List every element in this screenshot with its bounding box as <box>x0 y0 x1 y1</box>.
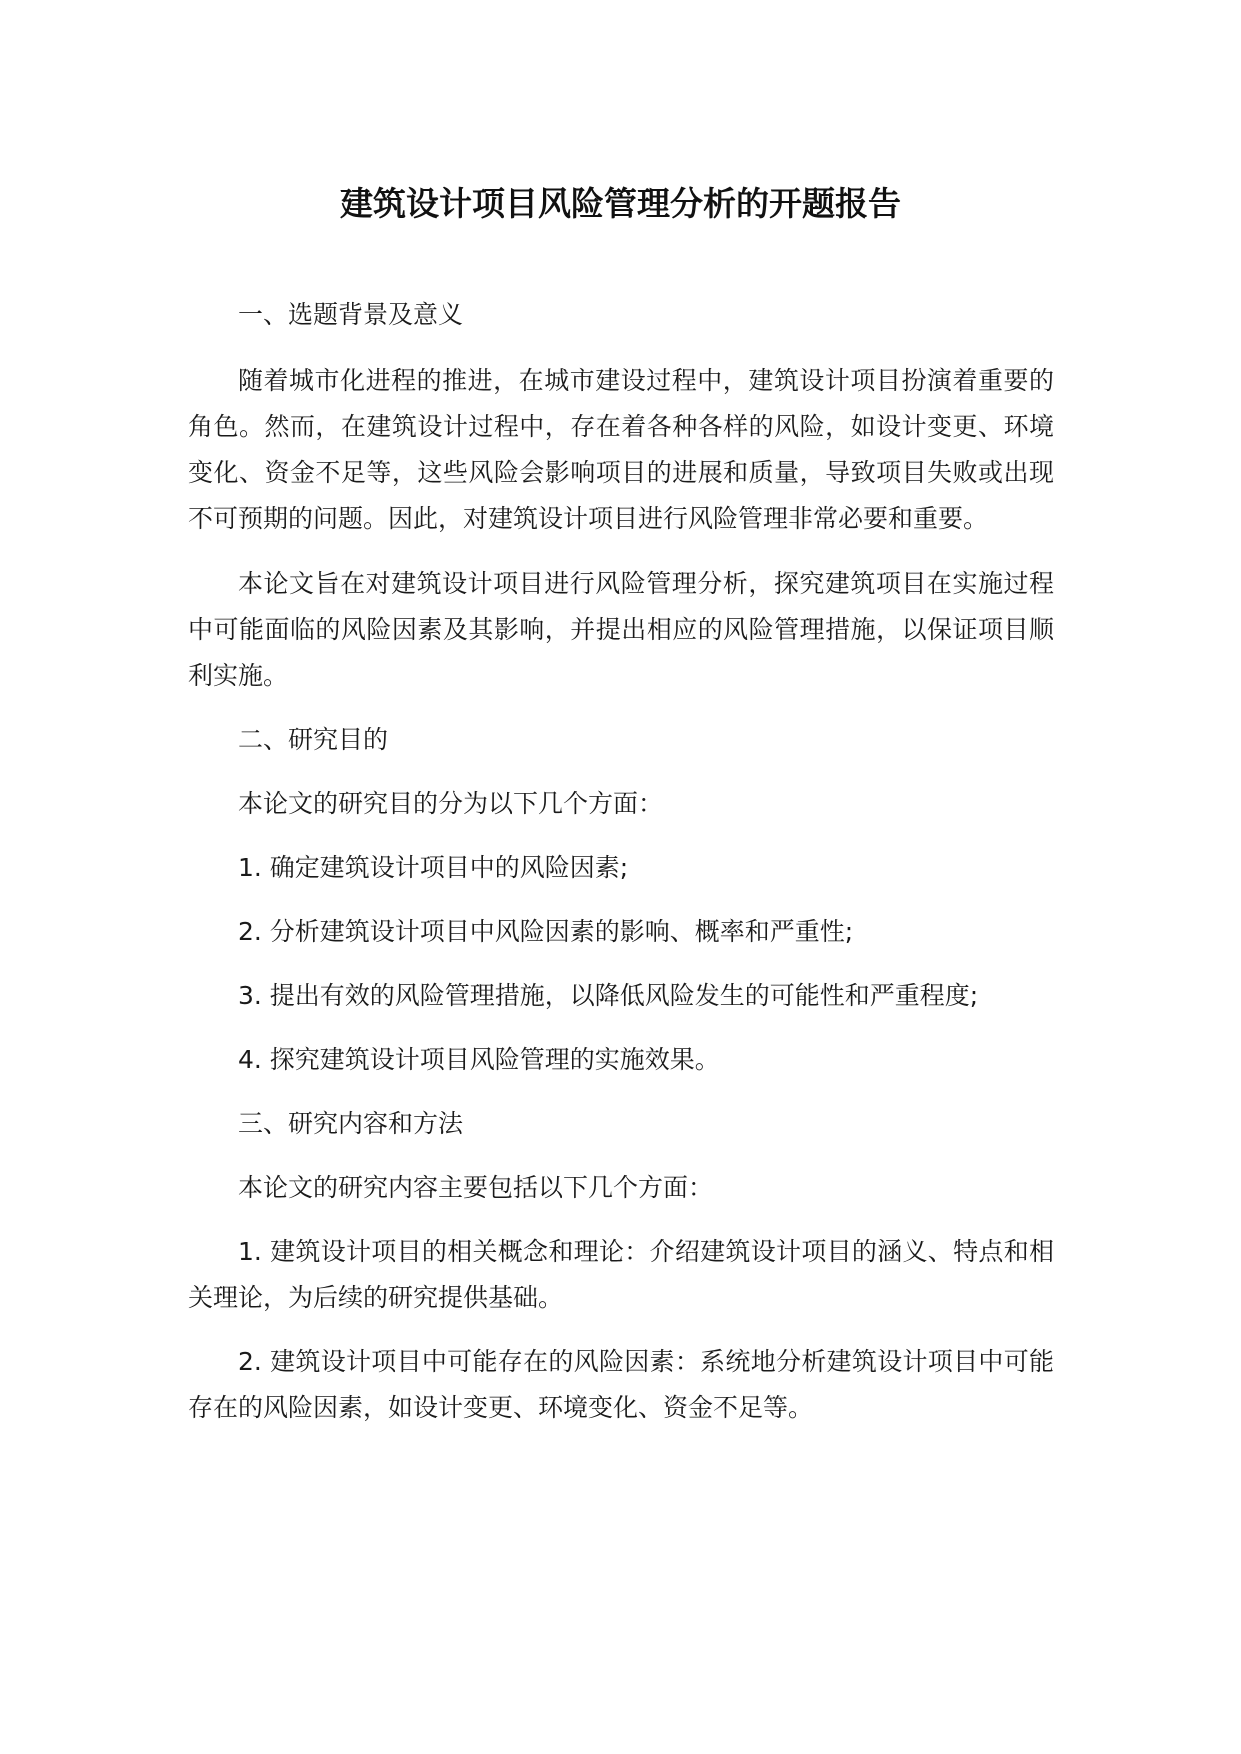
list-item-content-2: 2. 建筑设计项目中可能存在的风险因素：系统地分析建筑设计项目中可能存在的风险因素，如设计变更、环境变化、资金不足等。 <box>188 1347 1054 1422</box>
paragraph-background: 随着城市化进程的推进，在城市建设过程中，建筑设计项目扮演着重要的角色。然而，在建筑设计过程中，存在着各种各样的风险，如设计变更、环境变化、资金不足等，这些风险会影响项目的进展和质量，导致项目失败或出现不可预期的问题。因此，对建筑设计项目进行风险管理非常必要和重要。 <box>188 366 1054 533</box>
list-item-objective-1: 1. 确定建筑设计项目中的风险因素; <box>238 853 629 882</box>
document-body <box>188 292 1054 1431</box>
paragraph-objectives-intro: 本论文的研究目的分为以下几个方面： <box>238 789 664 818</box>
list-item-content-1: 1. 建筑设计项目的相关概念和理论：介绍建筑设计项目的涵义、特点和相关理论，为后续的研究提供基础。 <box>188 1237 1054 1312</box>
section-heading-methods: 三、研究内容和方法 <box>238 1109 464 1138</box>
paragraph-purpose-summary: 本论文旨在对建筑设计项目进行风险管理分析，探究建筑项目在实施过程中可能面临的风险因素及其影响，并提出相应的风险管理措施，以保证项目顺利实施。 <box>188 569 1054 690</box>
section-heading-objectives: 二、研究目的 <box>238 725 389 754</box>
list-item-objective-3: 3. 提出有效的风险管理措施，以降低风险发生的可能性和严重程度; <box>238 981 979 1010</box>
section-heading-background: 一、选题背景及意义 <box>238 300 464 329</box>
paragraph-methods-intro: 本论文的研究内容主要包括以下几个方面： <box>238 1173 714 1202</box>
list-item-objective-2: 2. 分析建筑设计项目中风险因素的影响、概率和严重性; <box>238 917 854 946</box>
list-item-objective-4: 4. 探究建筑设计项目风险管理的实施效果。 <box>238 1045 720 1074</box>
document-title: 建筑设计项目风险管理分析的开题报告 <box>340 184 901 223</box>
